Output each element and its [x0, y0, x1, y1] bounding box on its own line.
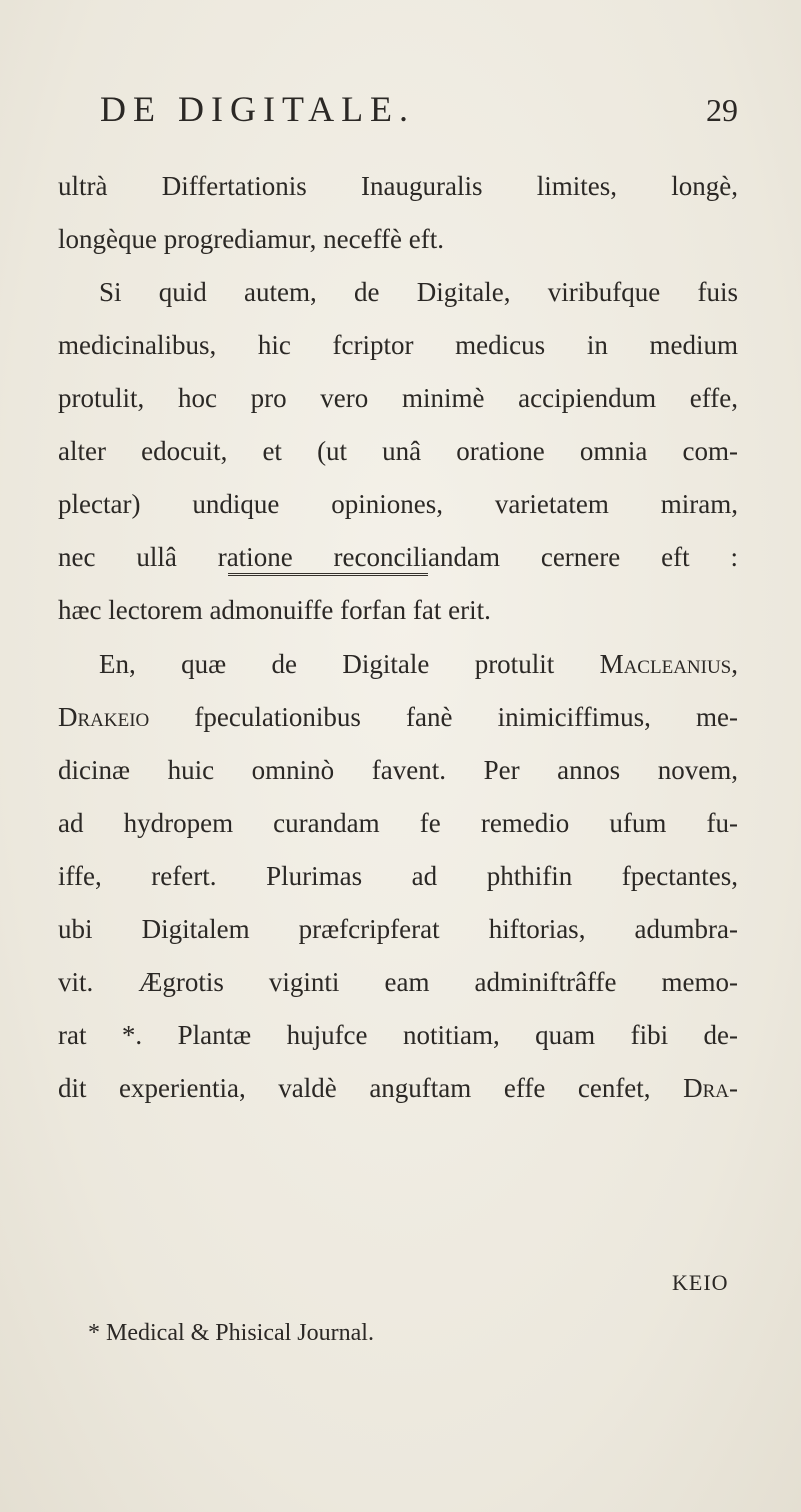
section-divider: [228, 573, 428, 576]
text-line: protulit, hoc pro vero minimè accipiendum effe,: [58, 383, 738, 413]
text-segment: fpeculationibus fanè inimiciffimus, me-: [149, 702, 738, 732]
text-line: rat *. Plantæ hujufce notitiam, quam fibi de-: [58, 1020, 738, 1050]
author-name-drakeio-split: Dra-: [683, 1073, 738, 1103]
author-name-drakeio: Drakeio: [58, 702, 150, 732]
footnote: * Medical & Phisical Journal.: [88, 1320, 374, 1346]
text-line: hæc lectorem admonuiffe forfan fat erit.: [58, 595, 491, 625]
running-title: DE DIGITALE.: [100, 89, 416, 129]
text-line: iffe, refert. Plurimas ad phthifin fpectantes,: [58, 861, 738, 891]
text-line: [58, 691, 738, 744]
page-number: 29: [706, 92, 738, 128]
text-line: ad hydropem curandam fe remedio ufum fu-: [58, 808, 738, 838]
paragraph-continued: [58, 160, 738, 637]
text-line: [58, 1062, 738, 1115]
text-line: ultrà Differtationis Inauguralis limites, longè,: [58, 171, 738, 201]
text-line: ubi Digitalem præfcripferat hiftorias, adumbra-: [58, 914, 738, 944]
text-line: longèque progrediamur, neceffè eft.: [58, 224, 444, 254]
running-head: [58, 88, 738, 138]
author-name-macleanius: Macleanius,: [599, 649, 738, 679]
text-line: plectar) undique opiniones, varietatem miram,: [58, 489, 738, 519]
text-line: medicinalibus, hic fcriptor medicus in medium: [58, 330, 738, 360]
text-line: Si quid autem, de Digitale, viribufque fuis: [99, 277, 738, 307]
text-line: vit. Ægrotis viginti eam adminiftrâffe memo-: [58, 967, 738, 997]
paragraph-macleanius: [58, 638, 738, 1115]
text-line: [58, 638, 738, 691]
text-line: alter edocuit, et (ut unâ oratione omnia com-: [58, 436, 738, 466]
catchword: KEIO: [672, 1270, 729, 1295]
text-line: nec ullâ ratione reconciliandam cernere eft :: [58, 542, 738, 572]
text-segment: dit experientia, valdè anguftam effe cenfet,: [58, 1073, 684, 1103]
text-line: dicinæ huic omninò favent. Per annos novem,: [58, 755, 738, 785]
text-segment: En, quæ de Digitale protulit: [99, 649, 600, 679]
